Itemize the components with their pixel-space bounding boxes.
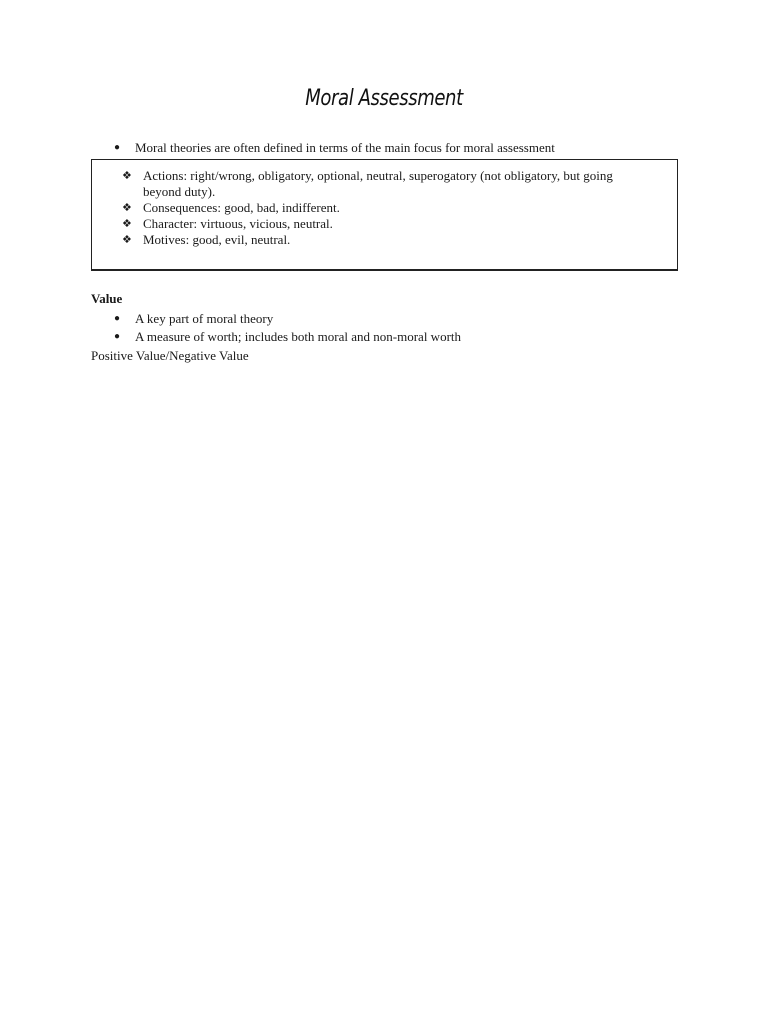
bullet-icon: ●: [114, 142, 121, 153]
bullet-icon: ●: [114, 331, 121, 342]
diamond-bullet-icon: ❖: [122, 217, 132, 230]
page-title: Moral Assessment: [305, 86, 463, 111]
value-bullet-1: A key part of moral theory: [135, 311, 274, 326]
box-item-motives: Motives: good, evil, neutral.: [143, 232, 291, 247]
diamond-bullet-icon: ❖: [122, 169, 132, 182]
box-item-consequences: Consequences: good, bad, indifferent.: [143, 200, 340, 215]
box-item-character: Character: virtuous, vicious, neutral.: [143, 216, 333, 231]
diamond-bullet-icon: ❖: [122, 201, 132, 214]
positive-negative-value-line: Positive Value/Negative Value: [91, 348, 249, 363]
value-heading: Value: [91, 291, 123, 306]
bullet-icon: ●: [114, 313, 121, 324]
intro-bullet-text: Moral theories are often defined in terms of the main focus for moral assessment: [135, 140, 555, 155]
value-bullet-2: A measure of worth; includes both moral and non-moral worth: [135, 329, 462, 344]
diamond-bullet-icon: ❖: [122, 233, 132, 246]
box-item-actions: Actions: right/wrong, obligatory, optional, neutral, superogatory (not obligatory, but going beyond duty).: [143, 168, 613, 199]
assessment-focus-box: [91, 159, 678, 271]
